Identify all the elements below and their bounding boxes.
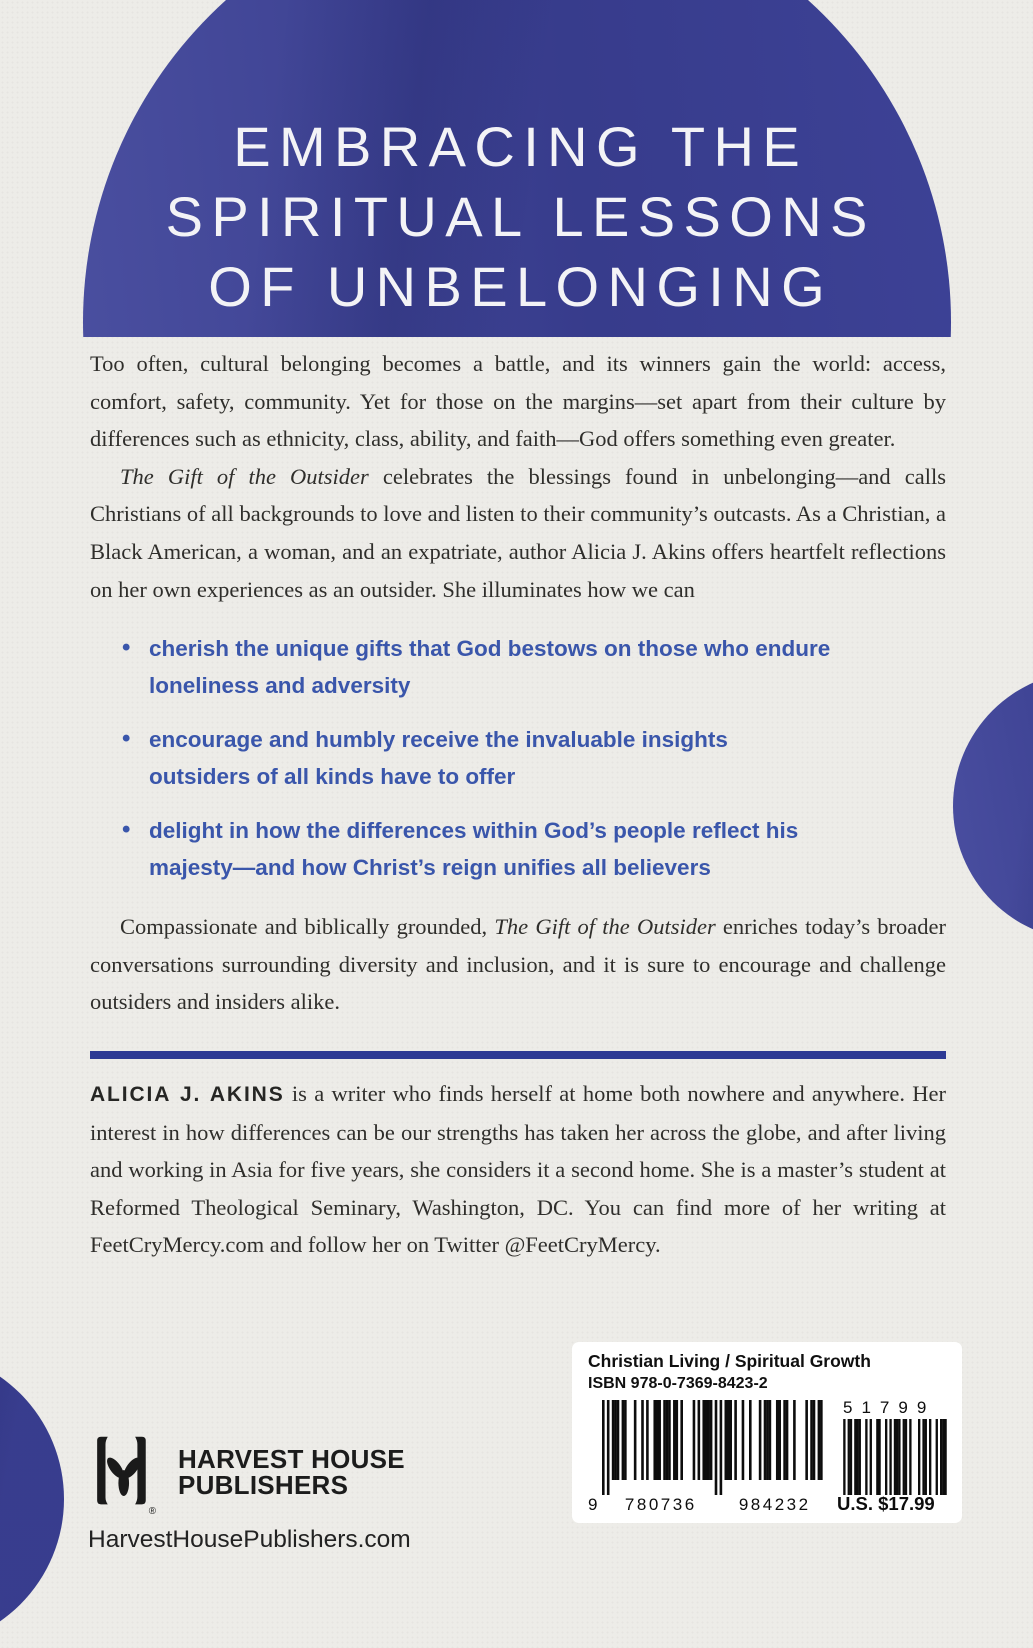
headline-line-3: OF UNBELONGING [208, 255, 834, 318]
category-label: Christian Living / Spiritual Growth [588, 1351, 871, 1371]
back-cover-copy [90, 345, 946, 1264]
svg-text:9: 9 [588, 1495, 598, 1514]
section-divider [90, 1051, 946, 1059]
headline-line-1: EMBRACING THE [233, 115, 809, 178]
publisher-block [88, 1436, 411, 1554]
svg-text:780736: 780736 [624, 1495, 697, 1514]
ean-barcode [588, 1398, 827, 1516]
synopsis-paragraph-1: Too often, cultural belonging becomes a battle, and its winners gain the world: access, comfort, safety, community. Yet for those on the margins—set apart from their culture by differences such as ethnicity, class, ability, and faith—God offers something even greater. [90, 351, 946, 452]
registered-mark: ® [148, 1506, 157, 1518]
publisher-name-line-1: HARVEST HOUSE [178, 1444, 405, 1474]
publisher-name-line-2: PUBLISHERS [178, 1470, 349, 1500]
synopsis-paragraph-2: The Gift of the Outsider celebrates the blessings found in unbelonging—and calls Christians of all backgrounds to love and listen to their community’s outcasts. As a Christian, a Black American, a woman, and an expatriate, author Alicia J. Akins offers heartfelt reflections on her own experiences as an outsider. She illuminates how we can [90, 463, 946, 602]
svg-text:984232: 984232 [738, 1495, 811, 1514]
highlights-list [122, 630, 834, 886]
barcode-box [572, 1342, 962, 1523]
svg-text:U.S. $17.99: U.S. $17.99 [837, 1493, 935, 1514]
author-bio: ALICIA J. AKINS is a writer who finds herself at home both nowhere and anywhere. Her interest in how differences can be our strengths has taken her across the globe, and after living and working in Asia for five years, she considers it a second home. She is a master’s student at Reformed Theological Seminary, Washington, DC. You can find more of her writing at FeetCryMercy.com and follow her on Twitter @FeetCryMercy. [90, 1080, 946, 1258]
harvest-house-logo-icon [88, 1436, 164, 1518]
tagline-headline [0, 112, 1033, 322]
highlight-item-1: • cherish the unique gifts that God bestows on those who endure loneliness and adversity [122, 630, 834, 704]
highlight-item-3: • delight in how the differences within God’s people reflect his majesty—and how Christ’s reign unifies all believers [122, 812, 834, 886]
synopsis-paragraph-3: Compassionate and biblically grounded, The Gift of the Outsider enriches today’s broader conversations surrounding diversity and inclusion, and it is sure to encourage and challenge outsiders and insiders alike. [90, 914, 946, 1015]
isbn-label: ISBN 978-0-7369-8423-2 [588, 1375, 768, 1392]
decorative-circle-right [953, 671, 1033, 941]
addon-barcode [837, 1398, 948, 1516]
publisher-website: HarvestHousePublishers.com [88, 1526, 411, 1553]
publisher-name [178, 1446, 405, 1498]
cover-top-dome [0, 0, 1033, 337]
headline-line-2: SPIRITUAL LESSONS [165, 185, 876, 248]
decorative-circle-bottom-left [0, 1350, 64, 1648]
svg-text:51799: 51799 [843, 1398, 936, 1417]
highlight-item-2: • encourage and humbly receive the invaluable insights outsiders of all kinds have to offer [122, 721, 834, 795]
